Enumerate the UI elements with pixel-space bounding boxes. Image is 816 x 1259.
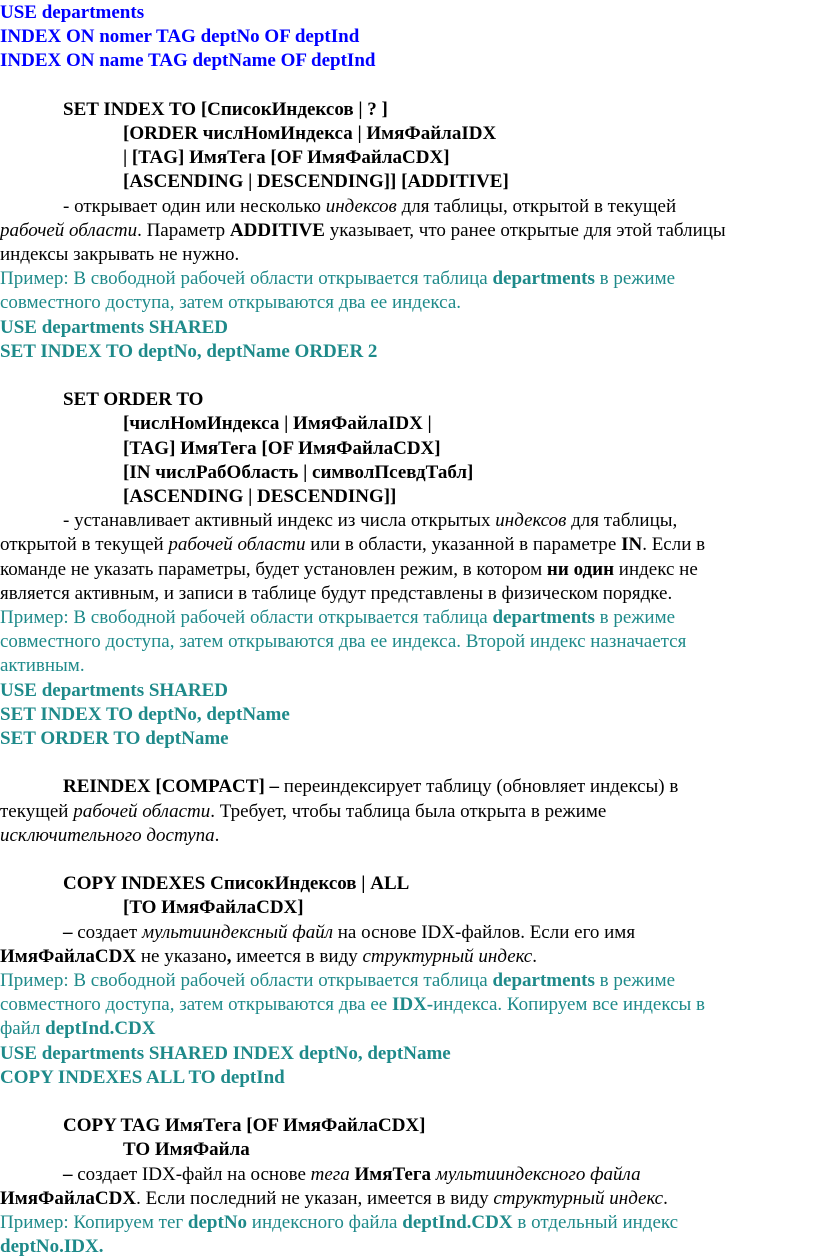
syntax-line: [числНомИндекса | ИмяФайлаIDX | [123, 413, 432, 435]
text: Пример: Копируем тег [0, 1212, 188, 1234]
text: - открывает один или несколько [63, 195, 326, 217]
example-line [0, 969, 816, 993]
text: создает [77, 921, 142, 943]
text: , [226, 945, 232, 967]
text: Пример: В свободной рабочей области открывается таблица [0, 970, 493, 992]
text: для таблицы, [566, 510, 678, 532]
description-line [0, 533, 816, 557]
text: . Параметр [137, 219, 230, 241]
description-line [0, 219, 816, 243]
keyword: ADDITIVE [229, 219, 325, 241]
example-code: USE departments SHARED [0, 679, 229, 701]
text: совместного доступа, затем открываются два ее [0, 994, 392, 1016]
term: рабочей области [73, 800, 211, 822]
text: . Если в [642, 534, 706, 556]
syntax-line: COPY TAG ИмяТега [OF ИмяФайлаCDX] [63, 1115, 426, 1137]
description-line [0, 1163, 816, 1187]
text: Пример: В свободной рабочей области открывается таблица [0, 607, 493, 629]
term: индексов [495, 510, 567, 532]
keyword: REINDEX [COMPACT] – [63, 776, 284, 798]
dash: – [63, 1163, 78, 1185]
text: или в области, указанной в параметре [305, 534, 622, 556]
example-code: SET INDEX TO deptNo, deptName [0, 703, 290, 725]
keyword: ни один [546, 558, 615, 580]
example-line [0, 606, 816, 630]
text: переиндексирует таблицу (обновляет индексы) в [283, 776, 679, 798]
keyword: departments [492, 970, 595, 992]
text: для таблицы, открытой в текущей [396, 195, 677, 217]
term: мультииндексного файла [435, 1163, 641, 1185]
text: файл [0, 1018, 46, 1040]
description-line [0, 195, 816, 219]
keyword: deptInd.CDX [45, 1018, 156, 1040]
text: индекс не [614, 558, 698, 580]
syntax-line: TO ИмяФайла [123, 1139, 250, 1161]
text: . Если последний не указан, имеется в виду [136, 1187, 494, 1209]
example-line [0, 1017, 816, 1041]
text: в режиме [594, 607, 676, 629]
example-line: совместного доступа, затем открываются два ее индекса. Второй индекс назначается [0, 631, 687, 653]
syntax-line: [TAG] ИмяТега [OF ИмяФайлаCDX] [123, 437, 441, 459]
text: . Требует, чтобы таблица была открыта в режиме [210, 800, 607, 822]
text: - устанавливает активный индекс из числа открытых [63, 510, 496, 532]
dash: – [63, 921, 78, 943]
example-code: SET INDEX TO deptNo, deptName ORDER 2 [0, 340, 378, 362]
text: создает IDX-файл на основе [77, 1163, 311, 1185]
text: . [663, 1187, 668, 1209]
text: имеется в виду [231, 945, 363, 967]
text: открытой в текущей [0, 534, 169, 556]
syntax-line: [ASCENDING | DESCENDING]] [123, 486, 397, 508]
term: тега [310, 1163, 350, 1185]
term: структурный индекс [493, 1187, 664, 1209]
description-line [0, 921, 816, 945]
text: индексного файла [247, 1212, 403, 1234]
text: . [214, 824, 220, 846]
example-line [0, 267, 816, 291]
syntax-line: | [TAG] ИмяТега [OF ИмяФайлаCDX] [123, 147, 450, 169]
syntax-line: COPY INDEXES СписокИндексов | ALL [63, 873, 410, 895]
keyword: IDX- [391, 994, 434, 1016]
description-line [0, 945, 816, 969]
text: текущей [0, 800, 74, 822]
text: не указано [136, 945, 227, 967]
text: команде не указать параметры, будет установлен режим, в котором [0, 558, 547, 580]
text: указывает, что ранее открытые для этой таблицы [324, 219, 726, 241]
keyword: ИмяФайлаCDX [0, 1187, 137, 1209]
code-line: INDEX ON name TAG deptName OF deptInd [0, 50, 376, 72]
code-line: INDEX ON nomer TAG deptNo OF deptInd [0, 26, 360, 48]
syntax-line: [ORDER числНомИндекса | ИмяФайлаIDX [123, 123, 497, 144]
example-line: активным. [0, 655, 85, 677]
keyword: deptInd.CDX [402, 1212, 513, 1234]
text: на основе IDX-файлов. Если его имя [333, 921, 636, 943]
description-line: индексы закрывать не нужно. [0, 244, 240, 266]
blank-line [0, 751, 816, 775]
syntax-line: [IN числРабОбласть | символПсевдТабл] [123, 461, 474, 483]
keyword: IN [621, 534, 643, 556]
example-line: совместного доступа, затем открываются два ее индекса. [0, 292, 462, 314]
text: в режиме [594, 970, 676, 992]
text: индекса. Копируем все индексы в [433, 994, 706, 1016]
syntax-line: [TO ИмяФайлаCDX] [123, 897, 304, 919]
keyword: departments [492, 268, 595, 290]
example-code: USE departments SHARED INDEX deptNo, deptName [0, 1042, 451, 1064]
keyword: deptNo [187, 1212, 248, 1234]
term: рабочей области [168, 534, 306, 556]
keyword: ИмяТега [354, 1163, 431, 1185]
syntax-line: SET INDEX TO [СписокИндексов | ? ] [63, 98, 388, 120]
text: в отдельный индекс [512, 1212, 679, 1234]
blank-line [0, 848, 816, 872]
example-code: deptNo.IDX. [0, 1236, 104, 1258]
example-line [0, 993, 816, 1017]
example-line [0, 1211, 816, 1235]
description-line [0, 800, 816, 824]
description-line [0, 1187, 816, 1211]
blank-line [0, 364, 816, 388]
example-code: SET ORDER TO deptName [0, 728, 229, 750]
term: рабочей области [0, 219, 138, 241]
term: структурный индекс [362, 945, 533, 967]
text: в режиме [594, 268, 676, 290]
syntax-line [0, 775, 816, 799]
text: Пример: В свободной рабочей области открывается таблица [0, 268, 493, 290]
blank-line [0, 1090, 816, 1114]
syntax-line: SET ORDER TO [63, 389, 204, 411]
term: индексов [325, 195, 397, 217]
keyword: ИмяФайлаCDX [0, 945, 137, 967]
term: мультииндексный файл [141, 921, 334, 943]
keyword: departments [492, 607, 595, 629]
syntax-line: [ASCENDING | DESCENDING]] [ADDITIVE] [123, 171, 509, 193]
description-line [0, 824, 816, 848]
text: . [532, 945, 537, 967]
code-line: USE departments [0, 2, 145, 23]
description-line: является активным, и записи в таблице будут представлены в физическом порядке. [0, 582, 673, 604]
description-line [0, 509, 816, 533]
description-line [0, 558, 816, 582]
term: исключительного доступа [0, 824, 215, 846]
example-code: COPY INDEXES ALL TO deptInd [0, 1066, 285, 1088]
example-code: USE departments SHARED [0, 316, 229, 338]
blank-line [0, 74, 816, 98]
